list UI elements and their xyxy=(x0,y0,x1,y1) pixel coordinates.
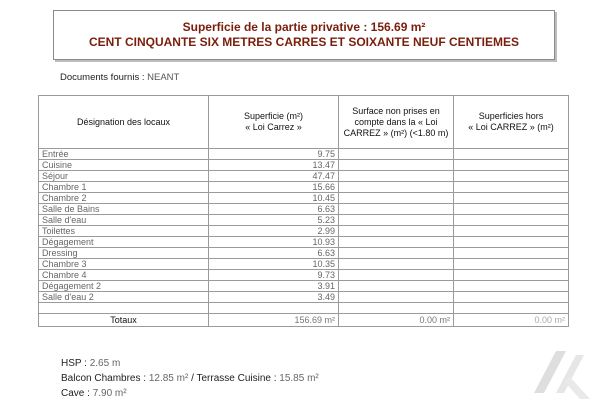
surface-table xyxy=(38,95,569,327)
carrez-cell: 13.47 xyxy=(209,160,339,171)
hsp-value: 2.65 m xyxy=(89,358,121,369)
table-body xyxy=(39,149,569,303)
table-row xyxy=(39,215,569,226)
carrez-cell: 9.73 xyxy=(209,270,339,281)
totals-label: Totaux xyxy=(39,314,209,327)
hors-carrez-cell xyxy=(454,237,569,248)
carrez-cell: 10.93 xyxy=(209,237,339,248)
totals-carrez: 156.69 m² xyxy=(209,314,339,327)
non-prises-cell xyxy=(339,281,454,292)
table-row xyxy=(39,248,569,259)
room-name-cell: Entrée xyxy=(39,149,209,160)
table-row xyxy=(39,149,569,160)
hors-carrez-cell xyxy=(454,193,569,204)
terrasse-value: 15.85 m² xyxy=(279,373,319,384)
table-blank-row xyxy=(39,303,569,314)
room-name-cell: Toilettes xyxy=(39,226,209,237)
carrez-cell: 47.47 xyxy=(209,171,339,182)
title-surface: Superficie de la partie privative : 156.69 m² xyxy=(182,20,426,34)
room-name-cell: Chambre 1 xyxy=(39,182,209,193)
table-row xyxy=(39,193,569,204)
room-name-cell: Dressing xyxy=(39,248,209,259)
hors-carrez-cell xyxy=(454,281,569,292)
totals-hors: 0.00 m² xyxy=(454,314,569,327)
totals-row xyxy=(39,314,569,327)
footer-hsp xyxy=(61,358,120,369)
non-prises-cell xyxy=(339,182,454,193)
totals-non-prises: 0.00 m² xyxy=(339,314,454,327)
blank-cell xyxy=(454,303,569,314)
documents-fournis xyxy=(60,72,179,83)
table-row xyxy=(39,270,569,281)
balcon-value: 12.85 m² xyxy=(148,373,189,384)
non-prises-cell xyxy=(339,171,454,182)
table-row xyxy=(39,292,569,303)
room-name-cell: Séjour xyxy=(39,171,209,182)
carrez-cell: 10.35 xyxy=(209,259,339,270)
room-name-cell: Chambre 3 xyxy=(39,259,209,270)
room-name-cell: Salle de Bains xyxy=(39,204,209,215)
hors-carrez-cell xyxy=(454,149,569,160)
blank-cell xyxy=(209,303,339,314)
table-row xyxy=(39,226,569,237)
carrez-cell: 3.49 xyxy=(209,292,339,303)
blank-cell xyxy=(39,303,209,314)
documents-value: NEANT xyxy=(147,72,180,83)
non-prises-cell xyxy=(339,160,454,171)
balcon-label: Balcon Chambres : xyxy=(61,373,147,384)
table-row xyxy=(39,281,569,292)
non-prises-cell xyxy=(339,270,454,281)
hors-carrez-cell xyxy=(454,171,569,182)
hors-carrez-cell xyxy=(454,270,569,281)
footer-cave xyxy=(61,388,127,399)
table-header-row xyxy=(39,96,569,149)
room-name-cell: Salle d'eau xyxy=(39,215,209,226)
table-row xyxy=(39,171,569,182)
non-prises-cell xyxy=(339,292,454,303)
hors-carrez-cell xyxy=(454,182,569,193)
hors-carrez-cell xyxy=(454,226,569,237)
hsp-label: HSP : xyxy=(61,358,87,369)
hors-carrez-cell xyxy=(454,160,569,171)
carrez-cell: 9.75 xyxy=(209,149,339,160)
carrez-cell: 5.23 xyxy=(209,215,339,226)
non-prises-cell xyxy=(339,248,454,259)
non-prises-cell xyxy=(339,259,454,270)
carrez-cell: 10.45 xyxy=(209,193,339,204)
non-prises-cell xyxy=(339,204,454,215)
logo-watermark-icon xyxy=(526,343,596,403)
cave-label: Cave : xyxy=(61,388,90,399)
room-name-cell: Chambre 2 xyxy=(39,193,209,204)
carrez-cell: 3.91 xyxy=(209,281,339,292)
header-carrez-text: Superficie (m²) « Loi Carrez » xyxy=(243,111,303,132)
room-name-cell: Cuisine xyxy=(39,160,209,171)
cave-value: 7.90 m² xyxy=(92,388,127,399)
non-prises-cell xyxy=(339,193,454,204)
blank-cell xyxy=(339,303,454,314)
header-hors-carrez xyxy=(454,96,569,149)
non-prises-cell xyxy=(339,215,454,226)
title-surface-words: CENT CINQUANTE SIX METRES CARRES ET SOIXANTE NEUF CENTIEMES xyxy=(88,35,520,49)
hors-carrez-cell xyxy=(454,215,569,226)
terrasse-label: Terrasse Cuisine : xyxy=(196,373,277,384)
carrez-cell: 6.63 xyxy=(209,204,339,215)
hors-carrez-cell xyxy=(454,292,569,303)
hors-carrez-cell xyxy=(454,204,569,215)
table-row xyxy=(39,259,569,270)
carrez-cell: 2.99 xyxy=(209,226,339,237)
non-prises-cell xyxy=(339,149,454,160)
documents-label: Documents fournis : xyxy=(60,72,145,83)
header-hors-text: Superficies hors « Loi CARREZ » (m²) xyxy=(468,111,554,132)
table-row xyxy=(39,182,569,193)
carrez-cell: 15.66 xyxy=(209,182,339,193)
hors-carrez-cell xyxy=(454,248,569,259)
header-carrez xyxy=(209,96,339,149)
non-prises-cell xyxy=(339,226,454,237)
room-name-cell: Dégagement 2 xyxy=(39,281,209,292)
carrez-cell: 6.63 xyxy=(209,248,339,259)
header-non-prises: Surface non prises en compte dans la « Loi CARREZ » (m²) (<1.80 m) xyxy=(339,96,454,149)
table-row xyxy=(39,237,569,248)
table-row xyxy=(39,204,569,215)
header-designation: Désignation des locaux xyxy=(39,96,209,149)
hors-carrez-cell xyxy=(454,259,569,270)
room-name-cell: Dégagement xyxy=(39,237,209,248)
title-box xyxy=(53,10,555,60)
footer-separator: / xyxy=(191,373,194,384)
footer-balcon xyxy=(61,373,319,384)
room-name-cell: Salle d'eau 2 xyxy=(39,292,209,303)
table-row xyxy=(39,160,569,171)
room-name-cell: Chambre 4 xyxy=(39,270,209,281)
non-prises-cell xyxy=(339,237,454,248)
